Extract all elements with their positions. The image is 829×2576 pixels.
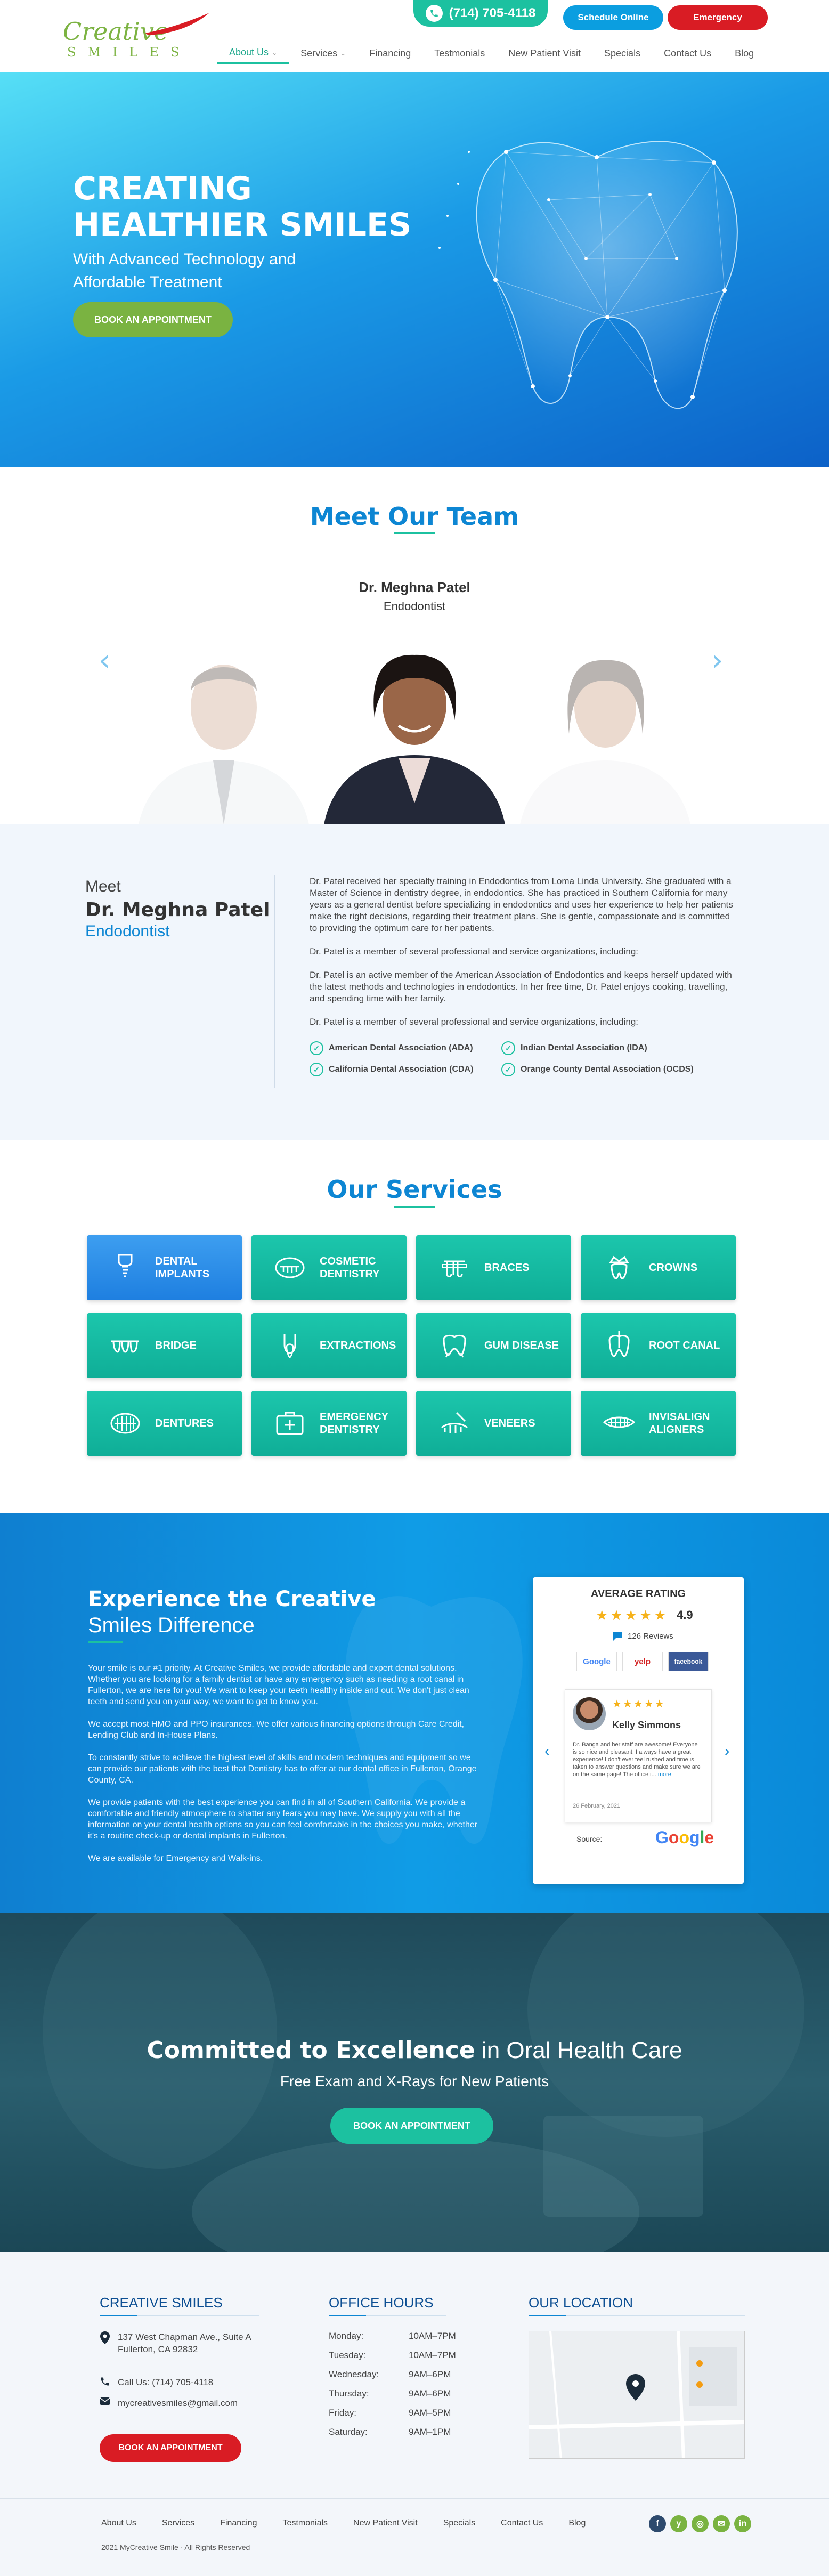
check-circle-icon: ✓ <box>501 1041 515 1055</box>
team-photo-dr-meghna-patel[interactable] <box>319 627 510 824</box>
root-canal-icon <box>602 1328 636 1363</box>
commitment-subtitle: Free Exam and X-Rays for New Patients <box>280 2073 549 2089</box>
bio-paragraph: Dr. Patel is a member of several professional and service organizations, including: <box>310 946 639 957</box>
review-count: 126 Reviews <box>612 1631 673 1641</box>
bio-doctor-name: Dr. Meghna Patel <box>85 899 270 921</box>
service-label: EMERGENCY DENTISTRY <box>320 1411 388 1436</box>
team-section <box>0 467 829 824</box>
service-card-dentures[interactable] <box>87 1391 242 1456</box>
footer-email[interactable]: mycreativesmiles@gmail.com <box>100 2397 238 2409</box>
office-hours-table <box>329 2331 473 2437</box>
association-item: ✓ Orange County Dental Association (OCDS) <box>501 1063 714 1076</box>
copyright: 2021 MyCreative Smile · All Rights Reserved <box>101 2543 250 2551</box>
rating-stars <box>596 1607 667 1624</box>
service-label: CROWNS <box>649 1262 698 1274</box>
footer-col-title: OUR LOCATION <box>529 2295 633 2311</box>
service-label: VENEERS <box>484 1417 535 1429</box>
footer-col-title: CREATIVE SMILES <box>100 2295 223 2311</box>
title-underline <box>394 532 435 534</box>
source-label: Source: <box>576 1835 603 1843</box>
facebook-logo[interactable]: facebook <box>668 1652 709 1671</box>
nav-new-patient-visit[interactable]: New Patient Visit <box>508 47 581 59</box>
hero-book-appointment-button[interactable]: BOOK AN APPOINTMENT <box>73 302 233 337</box>
phone-icon <box>100 2376 110 2387</box>
bio-paragraph: Dr. Patel is a member of several professional and service organizations, including: <box>310 1017 639 1027</box>
commitment-banner <box>0 1913 829 2252</box>
hours-day: Thursday: <box>329 2388 369 2399</box>
bio-meet-label: Meet <box>85 878 121 895</box>
service-card-braces[interactable] <box>416 1235 571 1300</box>
footer-divider <box>0 2498 829 2499</box>
bio-text <box>310 876 736 1040</box>
services-section <box>0 1140 829 1513</box>
cosmetic-dentistry-icon <box>273 1251 307 1285</box>
hours-time: 9AM–6PM <box>409 2369 451 2379</box>
service-label: BRACES <box>484 1262 530 1274</box>
experience-paragraph: We are available for Emergency and Walk-ins. <box>88 1854 263 1863</box>
footer-col-underline <box>329 2315 446 2316</box>
service-label: ROOT CANAL <box>649 1340 720 1351</box>
footer-nav-link[interactable]: About Us <box>101 2518 136 2528</box>
hero-banner <box>0 72 829 467</box>
footer-nav-link[interactable]: Blog <box>568 2518 586 2528</box>
hours-day: Friday: <box>329 2408 356 2418</box>
nav-specials[interactable]: Specials <box>604 47 641 59</box>
commitment-title: Committed to Excellence in Oral Health Care <box>147 2037 682 2064</box>
hero-title: CREATING HEALTHIER SMILES <box>73 170 412 244</box>
rating-title: AVERAGE RATING <box>590 1588 686 1600</box>
services-grid <box>87 1235 736 1456</box>
service-label: GUM DISEASE <box>484 1340 559 1351</box>
review-source-logos <box>576 1652 709 1671</box>
map-pin-icon <box>100 2331 110 2345</box>
google-logo[interactable]: Google <box>576 1652 617 1671</box>
emergency-kit-icon <box>273 1406 307 1440</box>
title-underline <box>394 1206 435 1208</box>
star-icon: ★ <box>624 1607 637 1623</box>
service-card-cosmetic-dentistry[interactable] <box>251 1235 407 1300</box>
carousel-next-icon[interactable]: › <box>711 643 724 678</box>
hours-day: Wednesday: <box>329 2369 379 2379</box>
service-card-veneers[interactable] <box>416 1391 571 1456</box>
rating-card <box>533 1577 744 1884</box>
yelp-logo[interactable]: yelp <box>622 1652 663 1671</box>
check-circle-icon: ✓ <box>310 1041 323 1055</box>
dental-implant-icon <box>108 1251 142 1285</box>
footer-nav-link[interactable]: Services <box>161 2518 195 2528</box>
experience-paragraph: To constantly strive to achieve the highest level of skills and modern techniques and equipment so we can provide our patients with the best that Dentistry has to offer at our dental office in Fullerton, Orange County, CA. <box>88 1753 477 1785</box>
experience-text <box>88 1663 482 1875</box>
service-label: INVISALIGN ALIGNERS <box>649 1411 710 1436</box>
logo[interactable] <box>63 12 212 60</box>
chat-bubble-icon <box>612 1631 623 1641</box>
hours-time: 9AM–5PM <box>409 2408 451 2418</box>
review-date: 26 February, 2021 <box>573 1803 621 1809</box>
title-underline <box>88 1641 123 1643</box>
service-label: DENTURES <box>155 1417 214 1429</box>
association-list <box>310 1041 714 1076</box>
phone-icon <box>426 5 443 22</box>
footer-nav-link[interactable]: Contact Us <box>501 2518 543 2528</box>
hours-day: Monday: <box>329 2331 364 2341</box>
team-photo-left[interactable] <box>128 627 320 824</box>
service-card-invisalign-aligners[interactable] <box>581 1391 736 1456</box>
mail-icon <box>100 2397 110 2405</box>
phone-number: (714) 705-4118 <box>449 6 536 20</box>
star-icon: ★ <box>639 1607 652 1623</box>
hours-day: Saturday: <box>329 2427 368 2437</box>
hours-time: 10AM–7PM <box>409 2350 456 2360</box>
experience-title-line2: Smiles Difference <box>88 1614 255 1637</box>
reviewer-name: Kelly Simmons <box>612 1720 681 1730</box>
linkedin-icon[interactable]: in <box>734 2515 751 2532</box>
gum-disease-icon <box>437 1328 472 1363</box>
braces-icon <box>437 1251 472 1285</box>
main-nav <box>217 43 766 64</box>
footer-nav-link[interactable]: New Patient Visit <box>353 2518 418 2528</box>
hours-time: 9AM–1PM <box>409 2427 451 2437</box>
map-graphic <box>529 2331 745 2459</box>
association-item: ✓ California Dental Association (CDA) <box>310 1063 501 1076</box>
review-prev-icon[interactable]: ‹ <box>544 1743 550 1759</box>
service-card-emergency-dentistry[interactable] <box>251 1391 407 1456</box>
footer-book-appointment-button[interactable]: BOOK AN APPOINTMENT <box>100 2434 241 2462</box>
review-text: Dr. Banga and her staff are awesome! Everyone is so nice and pleasant, I always have a great experience! I don't ever feel rushed and time is taken to answer questions and make sure we are on the same page! The office i... more <box>573 1741 701 1778</box>
emergency-button[interactable]: Emergency <box>668 5 768 30</box>
avatar <box>573 1697 606 1730</box>
instagram-icon[interactable]: ◎ <box>692 2515 709 2532</box>
bio-paragraph: Dr. Patel is an active member of the American Association of Endodontics and keeps herself updated with the latest methods and technologies in endodontics. In her free time, Dr. Patel enjoys cooking, travelling, and spending time with her family. <box>310 970 732 1003</box>
bridge-icon <box>108 1328 142 1363</box>
yelp-icon[interactable]: y <box>670 2515 687 2532</box>
bio-divider <box>274 875 275 1088</box>
aligners-icon <box>602 1406 636 1440</box>
bio-paragraph: Dr. Patel received her specialty training in Endodontics from Loma Linda University. She graduated with a Master of Science in dentistry degree, in endodontics. She has practiced in Southern California for many years as a general dentist before specializing in endodontics and uses her experience to help her patients make the right decisions, regarding their treatment plans. She is gentle, compassionate and is committed to providing the optimum care for her patients. <box>310 876 733 933</box>
review-next-icon[interactable]: › <box>725 1743 730 1759</box>
hours-time: 9AM–6PM <box>409 2388 451 2399</box>
nav-financing[interactable]: Financing <box>369 47 411 59</box>
chevron-down-icon: ⌄ <box>340 50 346 57</box>
service-card-dental-implants[interactable] <box>87 1235 242 1300</box>
service-card-root-canal[interactable] <box>581 1313 736 1378</box>
nav-about-us[interactable]: About Us ⌄ <box>217 43 289 64</box>
network-tooth-icon <box>426 120 757 418</box>
facebook-icon[interactable]: f <box>649 2515 666 2532</box>
chevron-down-icon: ⌄ <box>272 48 278 56</box>
commitment-book-appointment-button[interactable]: BOOK AN APPOINTMENT <box>330 2108 493 2144</box>
association-item: ✓ Indian Dental Association (IDA) <box>501 1041 714 1055</box>
hero-subtitle: With Advanced Technology and Affordable Treatment <box>73 250 296 291</box>
social-links <box>649 2515 751 2532</box>
crown-icon <box>602 1251 636 1285</box>
hours-time: 10AM–7PM <box>409 2331 456 2341</box>
carousel-prev-icon[interactable]: ‹ <box>99 643 111 678</box>
nav-contact-us[interactable]: Contact Us <box>664 47 712 59</box>
experience-paragraph: Your smile is our #1 priority. At Creative Smiles, we provide affordable and expert dental solutions. Whether you are looking for a family dentist or have any emergency such as needing a root canal in Fullerton, we are here for you! We want to keep your teeth healthy inside and out. We don't just clean teeth and send you on your way, we want to get to know you. <box>88 1664 469 1706</box>
location-map[interactable] <box>529 2331 745 2459</box>
rating-score: 4.9 <box>677 1608 693 1622</box>
footer-col-underline <box>529 2315 745 2316</box>
footer-nav <box>101 2518 611 2528</box>
nav-services[interactable]: Services ⌄ <box>300 47 346 59</box>
experience-section <box>0 1513 829 1913</box>
logo-word-smiles: SMILES <box>67 45 191 60</box>
team-section-title: Meet Our Team <box>310 502 519 531</box>
footer-address: 137 West Chapman Ave., Suite A Fullerton, CA 92832 <box>100 2331 251 2355</box>
service-card-crowns[interactable] <box>581 1235 736 1300</box>
logo-word-creative: Creative <box>63 17 169 46</box>
service-card-gum-disease[interactable] <box>416 1313 571 1378</box>
hours-day: Tuesday: <box>329 2350 366 2360</box>
experience-title-line1: Experience the Creative <box>88 1587 376 1611</box>
footer-col-title: OFFICE HOURS <box>329 2295 434 2311</box>
site-footer <box>0 2252 829 2576</box>
footer-nav-link[interactable]: Financing <box>220 2518 257 2528</box>
service-card-extractions[interactable] <box>251 1313 407 1378</box>
team-photo-right[interactable] <box>509 627 701 824</box>
footer-phone[interactable]: Call Us: (714) 705-4118 <box>100 2376 213 2388</box>
email-icon[interactable]: ✉ <box>713 2515 730 2532</box>
star-icon: ★ <box>610 1607 623 1623</box>
association-item: ✓ American Dental Association (ADA) <box>310 1041 501 1055</box>
site-header <box>0 0 829 72</box>
team-member-role: Endodontist <box>383 600 446 613</box>
footer-nav-link[interactable]: Testmonials <box>282 2518 328 2528</box>
footer-nav-link[interactable]: Specials <box>443 2518 476 2528</box>
experience-paragraph: We provide patients with the best experience you can find in all of Southern California. We provide a comfortable and friendly atmosphere to shatter any fears you may have. We supply you with all the information on your dental health options so you can feel comfortable in the choices you make, whether it's a routine check-up or dental implants in Fullerton. <box>88 1798 478 1841</box>
star-icon: ★ <box>596 1607 608 1623</box>
read-more-link[interactable]: more <box>657 1771 671 1778</box>
service-label: DENTAL IMPLANTS <box>155 1255 210 1280</box>
service-label: BRIDGE <box>155 1340 197 1351</box>
smile-swoosh-icon <box>143 12 212 38</box>
review-stars: ★★★★★ <box>612 1698 665 1710</box>
doctor-bio-section <box>0 824 829 1140</box>
google-source-logo: Google <box>655 1828 714 1847</box>
check-circle-icon: ✓ <box>310 1063 323 1076</box>
check-circle-icon: ✓ <box>501 1063 515 1076</box>
nav-testmonials[interactable]: Testmonials <box>434 47 485 59</box>
dentures-icon <box>108 1406 142 1440</box>
service-label: EXTRACTIONS <box>320 1340 396 1351</box>
bio-doctor-role: Endodontist <box>85 922 170 940</box>
phone-button[interactable] <box>413 0 548 27</box>
footer-col-underline <box>100 2315 259 2316</box>
services-section-title: Our Services <box>327 1175 502 1204</box>
service-label: COSMETIC DENTISTRY <box>320 1255 380 1280</box>
service-card-bridge[interactable] <box>87 1313 242 1378</box>
veneers-icon <box>437 1406 472 1440</box>
schedule-online-button[interactable]: Schedule Online <box>563 5 663 30</box>
nav-blog[interactable]: Blog <box>735 47 754 59</box>
review-card <box>565 1689 712 1822</box>
star-icon: ★ <box>654 1607 667 1623</box>
experience-paragraph: We accept most HMO and PPO insurances. We offer various financing options through Care Credit, Lending Club and In-House Plans. <box>88 1720 465 1740</box>
team-member-name: Dr. Meghna Patel <box>359 579 470 595</box>
extraction-icon <box>273 1328 307 1363</box>
